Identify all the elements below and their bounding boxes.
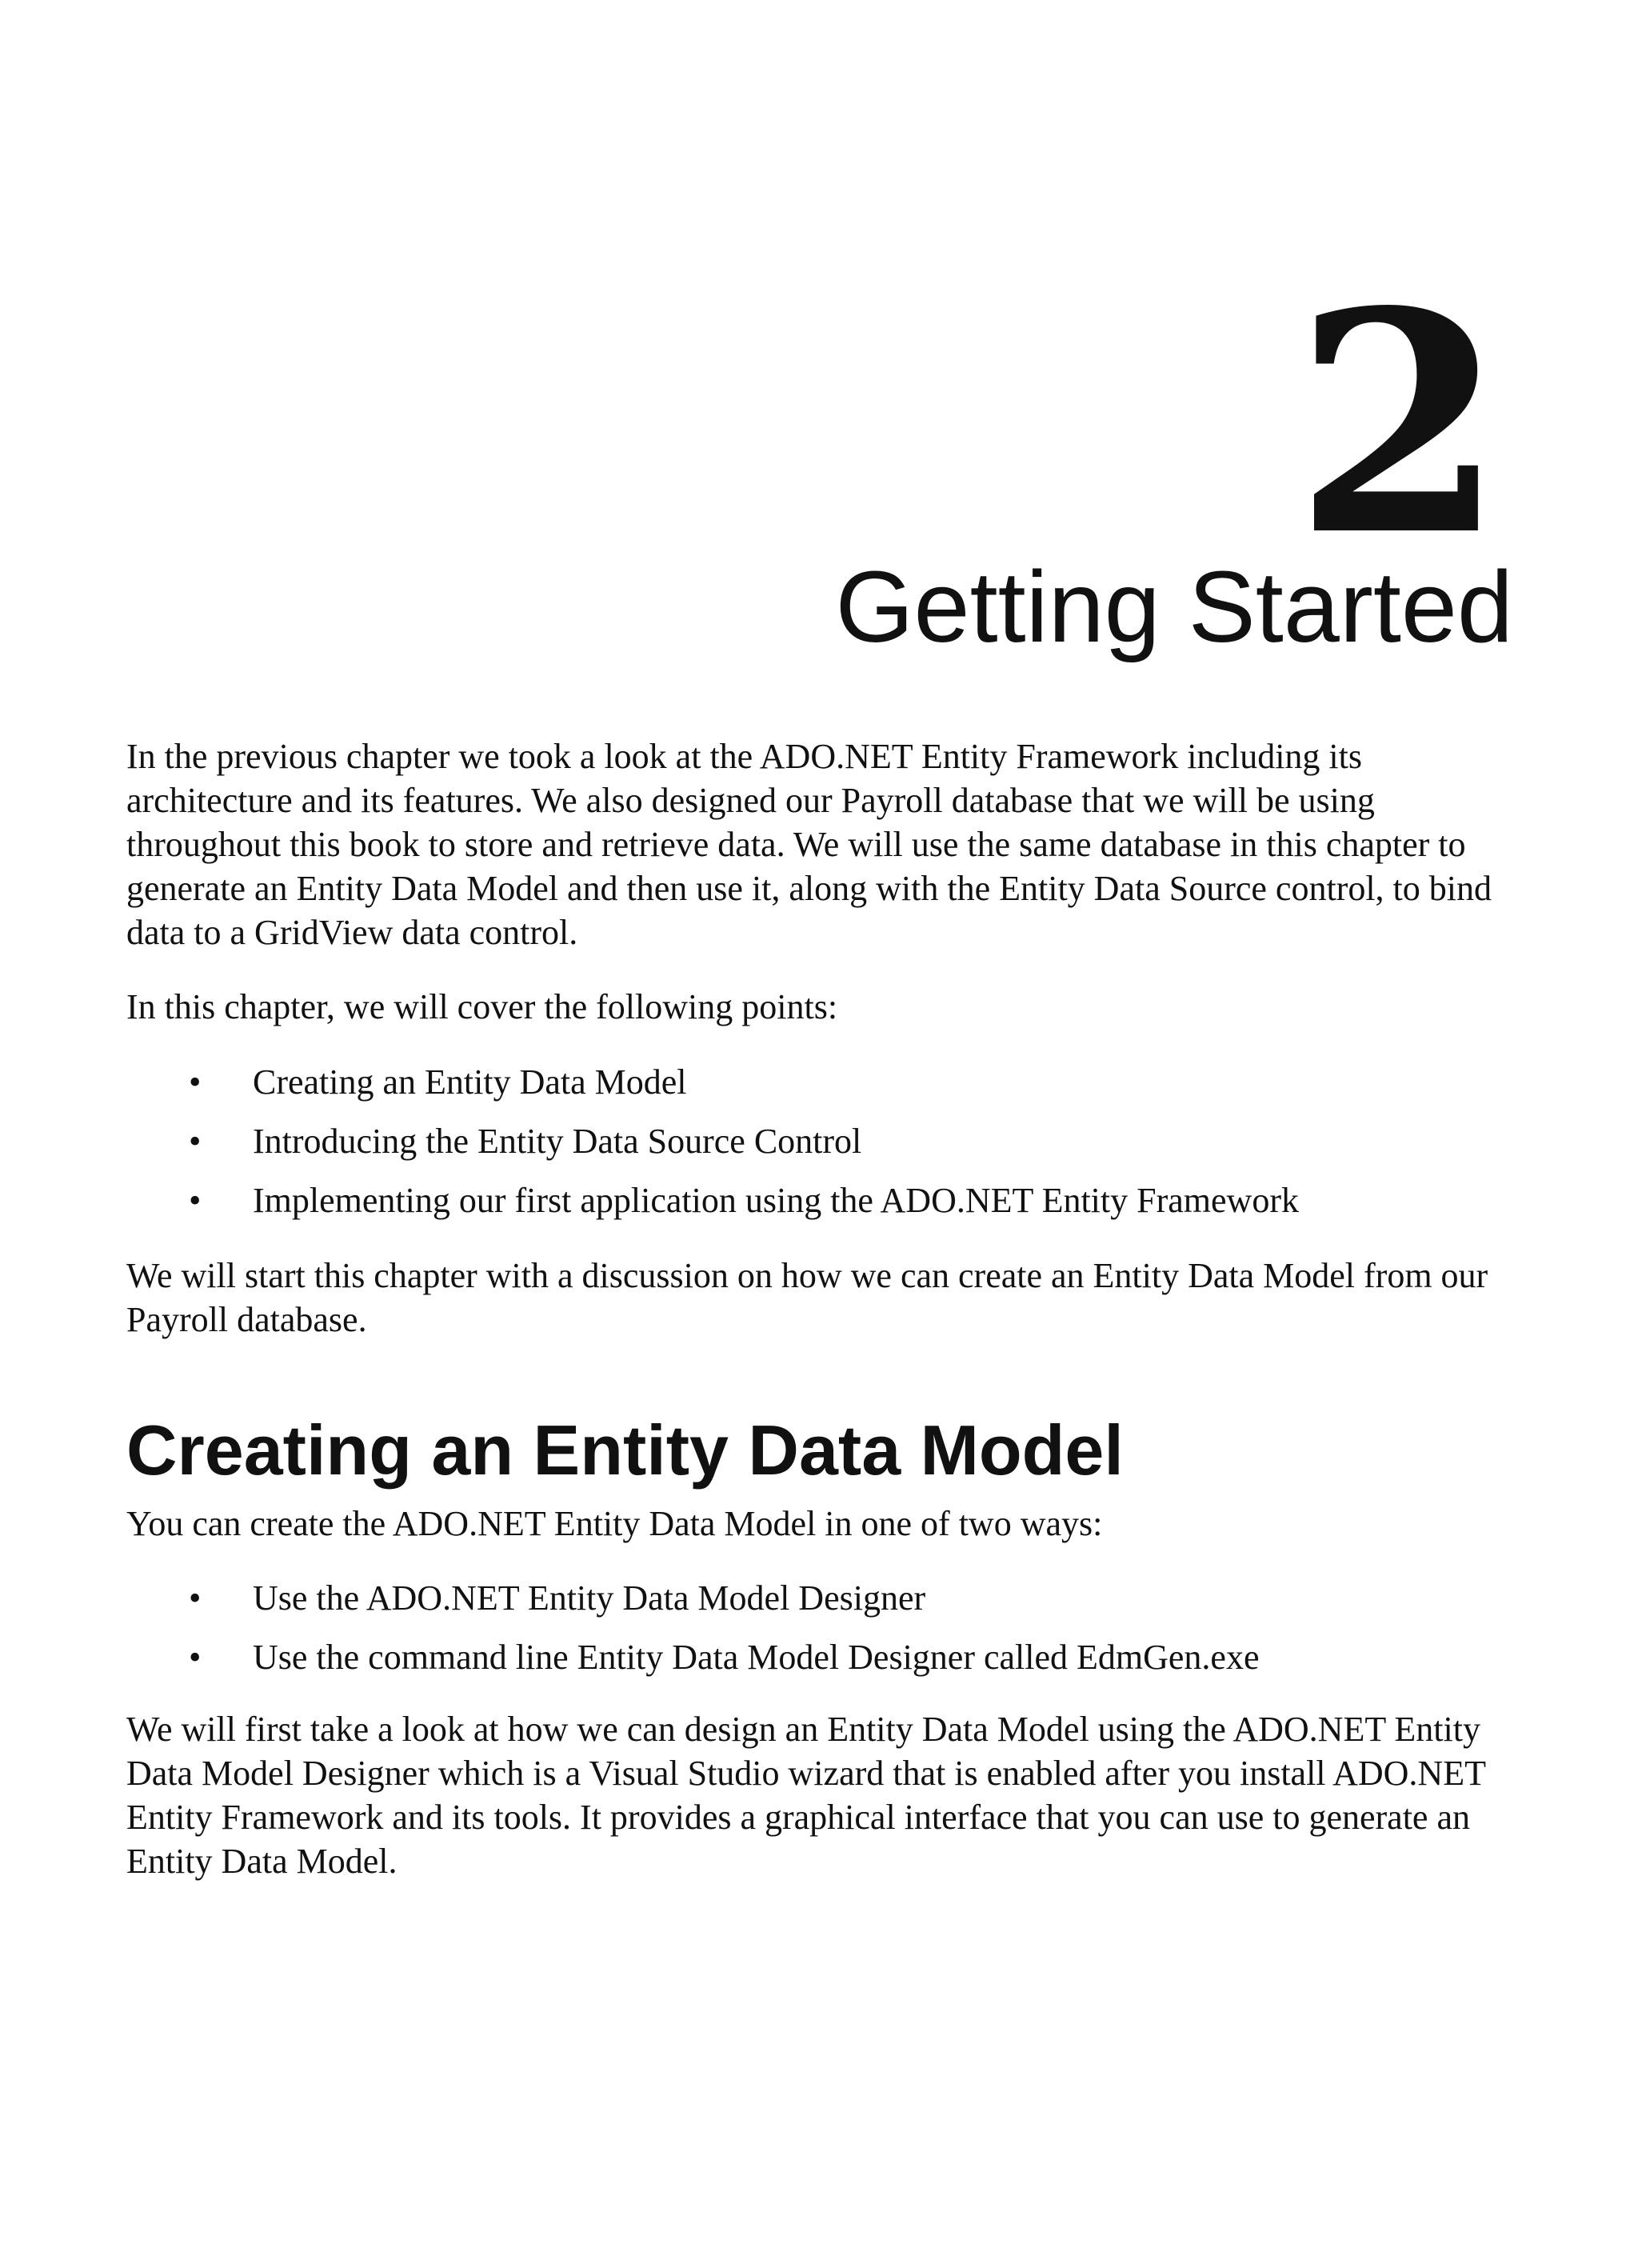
- ways-list: [126, 1576, 1518, 1694]
- list-item-text: Use the command line Entity Data Model Designer called EdmGen.exe: [253, 1638, 1260, 1677]
- list-item: [126, 1635, 1518, 1679]
- bullet-icon: •: [189, 1122, 202, 1161]
- bullet-icon: •: [189, 1638, 202, 1677]
- list-item: [126, 1576, 1518, 1620]
- bullet-icon: •: [189, 1578, 202, 1618]
- start-paragraph: We will start this chapter with a discussion on how we can create an Entity Data Model from our Payroll database.: [126, 1256, 1488, 1339]
- bullet-icon: •: [189, 1181, 202, 1220]
- points-intro-text: In this chapter, we will cover the following points:: [126, 987, 838, 1026]
- list-item-text: Use the ADO.NET Entity Data Model Designer: [253, 1578, 926, 1618]
- list-item: [126, 1060, 1518, 1104]
- list-item-text: Creating an Entity Data Model: [253, 1062, 687, 1102]
- ways-intro-text: You can create the ADO.NET Entity Data Model in one of two ways:: [126, 1504, 1103, 1543]
- bullet-icon: •: [189, 1062, 202, 1102]
- list-item: [126, 1119, 1518, 1163]
- intro-paragraph: In the previous chapter we took a look at the ADO.NET Entity Framework including its architecture and its features. We also designed our Payroll database that we will be using throughout this book to store and retrieve data. We will use the same database in this chapter to generate an Entity Data Model and then use it, along with the Entity Data Source control, to bind data to a GridView data control.: [126, 737, 1492, 952]
- chapter-title: Getting Started: [835, 550, 1513, 663]
- section-heading: Creating an Entity Data Model: [126, 1410, 1124, 1490]
- list-item: [126, 1178, 1518, 1222]
- chapter-points-list: [126, 1060, 1518, 1238]
- list-item-text: Implementing our first application using the ADO.NET Entity Framework: [253, 1181, 1299, 1220]
- designer-paragraph: We will first take a look at how we can design an Entity Data Model using the ADO.NET Entity Data Model Designer which is a Visual Studio wizard that is enabled after you install ADO.NET Entity Framework and its tools. It provides a graphical interface that you can use to generate an Entity Data Model.: [126, 1710, 1486, 1881]
- chapter-number: 2: [1293, 245, 1505, 602]
- list-item-text: Introducing the Entity Data Source Control: [253, 1122, 862, 1161]
